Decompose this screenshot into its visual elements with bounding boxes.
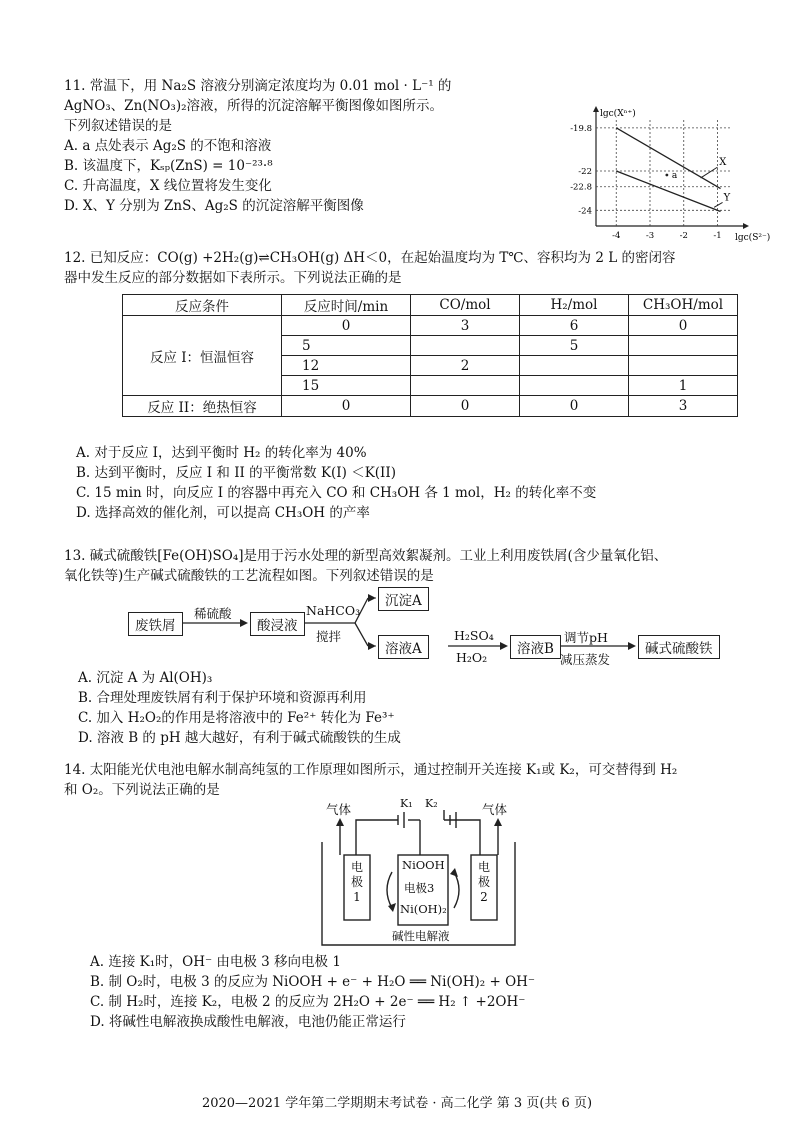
series-label-x: X (719, 157, 727, 169)
electrode-3-bottom-label: Ni(OH)₂ (400, 902, 447, 916)
electrode-1-label: 电极1 (350, 860, 363, 904)
y-tick-label: -19.8 (570, 123, 592, 134)
series-label-y: Y (723, 192, 731, 204)
q12-option-a: A. 对于反应 I，达到平衡时 H₂ 的转化率为 40% (76, 445, 367, 461)
electrolyte-label: 碱性电解液 (392, 929, 450, 943)
flow-box-leachate: 酸浸液 (250, 612, 305, 636)
q13-option-a: A. 沉淀 A 为 Al(OH)₃ (78, 670, 213, 686)
table-cell: 3 (411, 316, 520, 336)
gas-label-right: 气体 (482, 802, 508, 817)
table-cell-condition: 反应 I：恒温恒容 (123, 316, 282, 396)
q11-stem-2: AgNO₃、Zn(NO₃)₂溶液，所得的沉淀溶解平衡图像如图所示。 (64, 98, 443, 114)
flow-label-h2so4: H₂SO₄ (454, 628, 494, 643)
q11-stem-3: 下列叙述错误的是 (64, 118, 172, 134)
q14-option-b: B. 制 O₂时，电极 3 的反应为 NiOOH + e⁻ + H₂O ══ Ni(OH)₂ + OH⁻ (90, 974, 536, 990)
table-cell: 5 (520, 336, 629, 356)
flow-label-h2o2: H₂O₂ (456, 650, 488, 665)
q14-options (90, 952, 535, 1032)
q14-option-d: D. 将碱性电解液换成酸性电解液，电池仍能正常运行 (90, 1014, 406, 1030)
x-tick-label: -1 (713, 231, 722, 241)
q13-option-c: C. 加入 H₂O₂的作用是将溶液中的 Fe²⁺ 转化为 Fe³⁺ (78, 710, 395, 726)
table-cell: 15 (282, 376, 411, 396)
table-cell: 2 (411, 356, 520, 376)
q14-stem-1: 14. 太阳能光伏电池电解水制高纯氢的工作原理如图所示，通过控制开关连接 K₁或 K₂，可交替得到 H₂ (64, 762, 678, 778)
table-cell: 1 (629, 376, 738, 396)
q13-stem-2: 氧化铁等)生产碱式硫酸铁的工艺流程如图。下列叙述错误的是 (64, 568, 434, 584)
table-header: CH₃OH/mol (629, 295, 738, 316)
flow-label-adjust-ph: 调节pH (564, 630, 608, 645)
y-axis-label: lgc(Xⁿ⁺) (600, 109, 636, 119)
electrode-3-label: 电极3 (404, 881, 435, 895)
y-tick-label: -22.8 (570, 182, 592, 193)
electrode-3-top-label: NiOOH (402, 858, 445, 872)
q12-option-d: D. 选择高效的催化剂，可以提高 CH₃OH 的产率 (76, 505, 370, 521)
table-cell: 0 (411, 396, 520, 417)
table-header: 反应条件 (123, 295, 282, 316)
x-tick-label: -2 (679, 231, 688, 241)
flow-label-dilute-acid: 稀硫酸 (194, 606, 232, 621)
q11-option-c: C. 升高温度，X 线位置将发生变化 (64, 178, 272, 194)
flow-box-scrap-iron: 废铁屑 (128, 612, 183, 636)
table-header: 反应时间/min (282, 295, 411, 316)
page-footer: 2020—2021 学年第二学期期末考试卷 · 高二化学 第 3 页(共 6 页) (201, 1096, 593, 1111)
x-tick-label: -4 (612, 231, 621, 241)
table-cell: 0 (282, 316, 411, 336)
table-cell: 0 (282, 396, 411, 417)
q12-option-c: C. 15 min 时，向反应 I 的容器中再充入 CO 和 CH₃OH 各 1 mol，H₂ 的转化率不变 (76, 485, 597, 501)
flow-box-basic-ferric-sulfate: 碱式硫酸铁 (638, 635, 720, 659)
q12-stem-2: 器中发生反应的部分数据如下表所示。下列说法正确的是 (64, 270, 402, 286)
q14-option-c: C. 制 H₂时，连接 K₂，电极 2 的反应为 2H₂O + 2e⁻ ══ H₂ ↑ +2OH⁻ (90, 994, 526, 1010)
flow-box-solution-b: 溶液B (510, 635, 561, 659)
table-cell: 3 (629, 396, 738, 417)
q13-option-b: B. 合理处理废铁屑有利于保护环境和资源再利用 (78, 690, 367, 706)
table-cell: 12 (282, 356, 411, 376)
q11-option-d: D. X、Y 分别为 ZnS、Ag₂S 的沉淀溶解平衡图像 (64, 198, 364, 214)
switch-k1-label: K₁ (400, 797, 413, 810)
q12-stem-1: 12. 已知反应：CO(g) +2H₂(g)⇌CH₃OH(g) ΔH＜0，在起始温度均为 T℃、容积均为 2 L 的密闭容 (64, 250, 676, 266)
q14-option-a: A. 连接 K₁时，OH⁻ 由电极 3 移向电极 1 (90, 954, 341, 970)
gas-label-left: 气体 (326, 802, 352, 817)
flow-label-vacuum-evaporation: 减压蒸发 (560, 652, 611, 667)
flow-box-precipitate-a: 沉淀A (378, 587, 429, 611)
table-cell-condition: 反应 II：绝热恒容 (123, 396, 282, 417)
q12-option-b: B. 达到平衡时，反应 I 和 II 的平衡常数 K(I) ＜K(II) (76, 465, 396, 481)
x-tick-label: -3 (645, 231, 655, 241)
flow-label-stir: 搅拌 (316, 629, 342, 644)
table-header: CO/mol (411, 295, 520, 316)
table-cell: 0 (520, 396, 629, 417)
flow-label-nahco3: NaHCO₃ (306, 603, 361, 618)
q11-option-a: A. a 点处表示 Ag₂S 的不饱和溶液 (64, 138, 272, 154)
table-cell: 6 (520, 316, 629, 336)
q11-stem-1: 11. 常温下，用 Na₂S 溶液分别滴定浓度均为 0.01 mol · L⁻¹ 的 (64, 78, 452, 94)
q13-stem-1: 13. 碱式硫酸铁[Fe(OH)SO₄]是用于污水处理的新型高效絮凝剂。工业上利用废铁屑(含少量氧化铝、 (64, 548, 668, 564)
electrode-2-label: 电极2 (477, 860, 490, 904)
table-cell: 5 (282, 336, 411, 356)
y-tick-label: -24 (578, 206, 592, 217)
y-tick-label: -22 (578, 167, 592, 178)
point-a-label: a (671, 170, 678, 181)
q11-option-b: B. 该温度下，Kₛₚ(ZnS) = 10⁻²³·⁸ (64, 158, 273, 174)
switch-k2-label: K₂ (425, 797, 438, 810)
q13-option-d: D. 溶液 B 的 pH 越大越好，有利于碱式硫酸铁的生成 (78, 730, 401, 746)
flow-box-solution-a: 溶液A (378, 635, 429, 659)
x-axis-label: lgc(S²⁻) (735, 233, 771, 243)
table-cell: 0 (629, 316, 738, 336)
q14-stem-2: 和 O₂。下列说法正确的是 (64, 782, 220, 798)
table-header: H₂/mol (520, 295, 629, 316)
